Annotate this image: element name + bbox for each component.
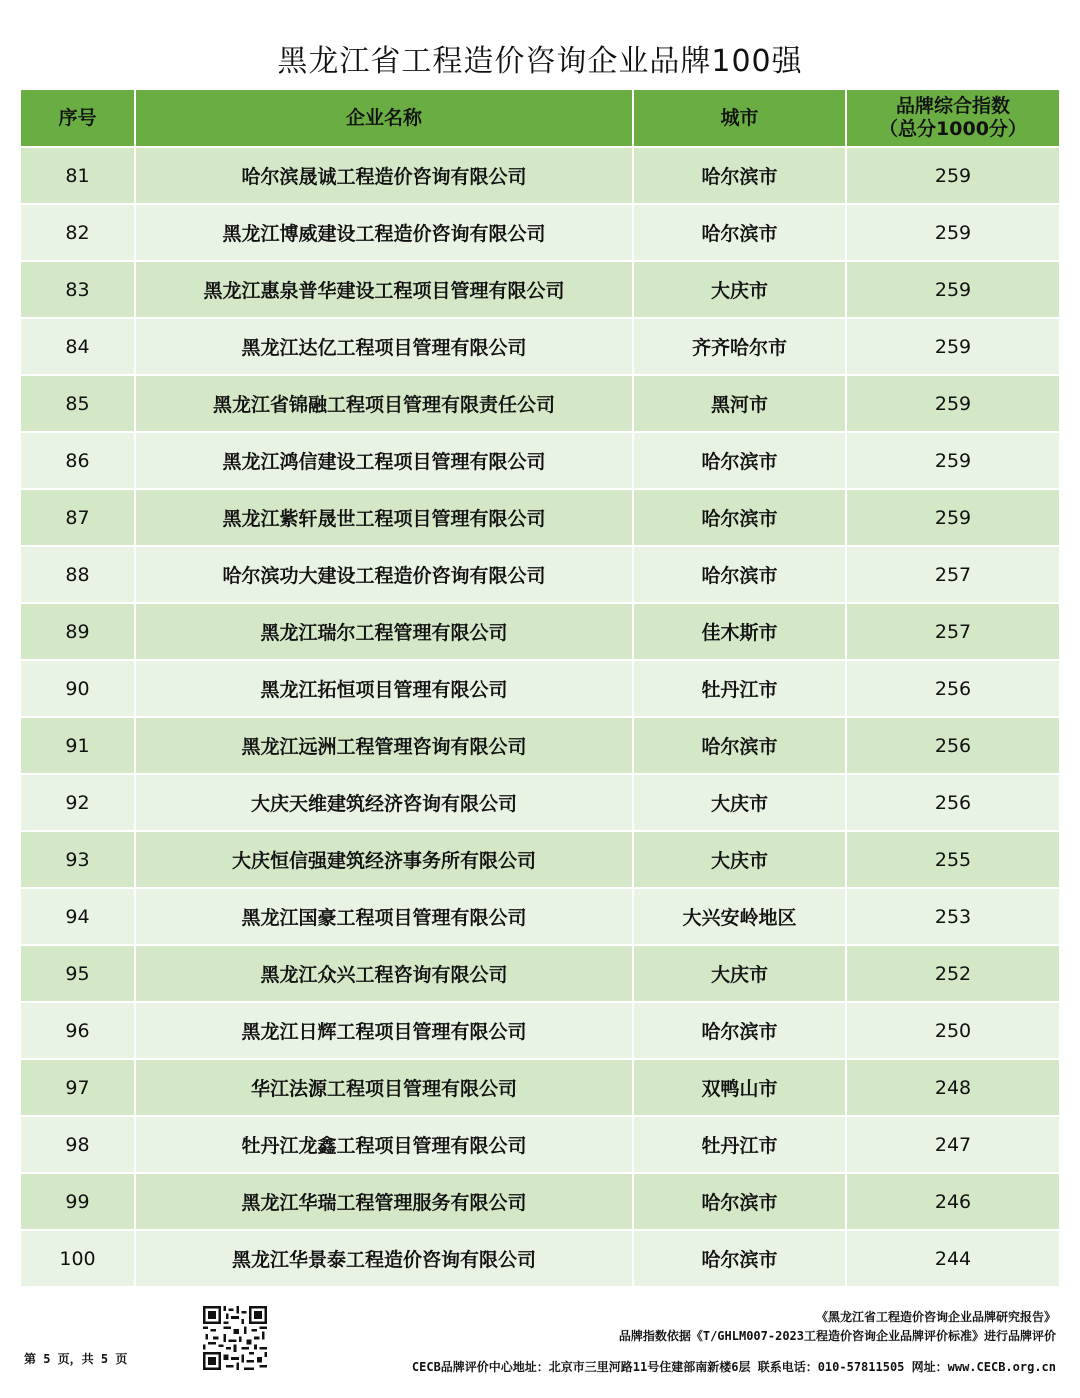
score-cell: 244 <box>846 1230 1059 1287</box>
score-cell: 259 <box>846 432 1059 489</box>
company-name-cell: 黑龙江紫轩晟世工程项目管理有限公司 <box>135 489 633 546</box>
company-name-cell: 黑龙江瑞尔工程管理有限公司 <box>135 603 633 660</box>
city-cell: 佳木斯市 <box>633 603 846 660</box>
table-row <box>21 831 1059 888</box>
table-row <box>21 489 1059 546</box>
table-row <box>21 318 1059 375</box>
page-title: 黑龙江省工程造价咨询企业品牌100强 <box>277 44 803 79</box>
score-cell: 259 <box>846 261 1059 318</box>
company-name-cell: 黑龙江华瑞工程管理服务有限公司 <box>135 1173 633 1230</box>
company-name-cell: 黑龙江国豪工程项目管理有限公司 <box>135 888 633 945</box>
table-row <box>21 888 1059 945</box>
footer-report-title: 《黑龙江省工程造价咨询企业品牌研究报告》 <box>815 1310 1056 1324</box>
rank-cell: 89 <box>21 603 135 660</box>
company-name-cell: 黑龙江惠泉普华建设工程项目管理有限公司 <box>135 261 633 318</box>
company-name-cell: 黑龙江省锦融工程项目管理有限责任公司 <box>135 375 633 432</box>
company-name-cell: 大庆天维建筑经济咨询有限公司 <box>135 774 633 831</box>
city-cell: 大庆市 <box>633 774 846 831</box>
city-cell: 大兴安岭地区 <box>633 888 846 945</box>
table-row <box>21 204 1059 261</box>
rank-cell: 87 <box>21 489 135 546</box>
city-cell: 哈尔滨市 <box>633 147 846 204</box>
score-cell: 250 <box>846 1002 1059 1059</box>
city-cell: 大庆市 <box>633 831 846 888</box>
city-cell: 大庆市 <box>633 945 846 1002</box>
table-row <box>21 432 1059 489</box>
rank-cell: 100 <box>21 1230 135 1287</box>
score-cell: 256 <box>846 774 1059 831</box>
company-name-cell: 黑龙江鸿信建设工程项目管理有限公司 <box>135 432 633 489</box>
company-name-cell: 华江法源工程项目管理有限公司 <box>135 1059 633 1116</box>
footer-report-info <box>296 1308 1056 1346</box>
rank-cell: 92 <box>21 774 135 831</box>
rank-cell: 94 <box>21 888 135 945</box>
city-cell: 哈尔滨市 <box>633 1002 846 1059</box>
city-cell: 哈尔滨市 <box>633 546 846 603</box>
score-cell: 256 <box>846 660 1059 717</box>
header-index-line1: 品牌综合指数 <box>895 95 1010 117</box>
score-cell: 259 <box>846 147 1059 204</box>
rank-cell: 98 <box>21 1116 135 1173</box>
company-name-cell: 黑龙江达亿工程项目管理有限公司 <box>135 318 633 375</box>
table-row <box>21 717 1059 774</box>
header-index-line2: （总分1000分） <box>879 118 1027 140</box>
score-cell: 248 <box>846 1059 1059 1116</box>
rank-cell: 83 <box>21 261 135 318</box>
ranking-table <box>21 90 1059 1288</box>
company-name-cell: 黑龙江众兴工程咨询有限公司 <box>135 945 633 1002</box>
company-name-cell: 黑龙江日辉工程项目管理有限公司 <box>135 1002 633 1059</box>
company-name-cell: 黑龙江博威建设工程造价咨询有限公司 <box>135 204 633 261</box>
header-city: 城市 <box>633 90 846 147</box>
company-name-cell: 哈尔滨功大建设工程造价咨询有限公司 <box>135 546 633 603</box>
rank-cell: 96 <box>21 1002 135 1059</box>
rank-cell: 81 <box>21 147 135 204</box>
city-cell: 牡丹江市 <box>633 660 846 717</box>
table-row <box>21 660 1059 717</box>
table-row <box>21 546 1059 603</box>
table-row <box>21 147 1059 204</box>
score-cell: 259 <box>846 489 1059 546</box>
company-name-cell: 黑龙江华景泰工程造价咨询有限公司 <box>135 1230 633 1287</box>
company-name-cell: 黑龙江远洲工程管理咨询有限公司 <box>135 717 633 774</box>
city-cell: 齐齐哈尔市 <box>633 318 846 375</box>
score-cell: 257 <box>846 603 1059 660</box>
table-row <box>21 1173 1059 1230</box>
table-row <box>21 1230 1059 1287</box>
city-cell: 双鸭山市 <box>633 1059 846 1116</box>
score-cell: 247 <box>846 1116 1059 1173</box>
table-row <box>21 1059 1059 1116</box>
score-cell: 259 <box>846 375 1059 432</box>
score-cell: 252 <box>846 945 1059 1002</box>
company-name-cell: 黑龙江拓恒项目管理有限公司 <box>135 660 633 717</box>
score-cell: 256 <box>846 717 1059 774</box>
rank-cell: 95 <box>21 945 135 1002</box>
city-cell: 牡丹江市 <box>633 1116 846 1173</box>
table-body <box>21 147 1059 1287</box>
score-cell: 255 <box>846 831 1059 888</box>
score-cell: 259 <box>846 318 1059 375</box>
table-row <box>21 375 1059 432</box>
footer-basis: 品牌指数依据《T/GHLM007-2023工程造价咨询企业品牌评价标准》进行品牌评价 <box>618 1329 1056 1343</box>
score-cell: 246 <box>846 1173 1059 1230</box>
rank-cell: 84 <box>21 318 135 375</box>
rank-cell: 93 <box>21 831 135 888</box>
company-name-cell: 哈尔滨晟诚工程造价咨询有限公司 <box>135 147 633 204</box>
rank-cell: 90 <box>21 660 135 717</box>
table-row <box>21 603 1059 660</box>
city-cell: 哈尔滨市 <box>633 204 846 261</box>
table-row <box>21 1116 1059 1173</box>
city-cell: 大庆市 <box>633 261 846 318</box>
rank-cell: 99 <box>21 1173 135 1230</box>
city-cell: 哈尔滨市 <box>633 432 846 489</box>
page-number: 第 5 页，共 5 页 <box>24 1352 128 1366</box>
header-rank: 序号 <box>21 90 135 147</box>
company-name-cell: 大庆恒信强建筑经济事务所有限公司 <box>135 831 633 888</box>
table-header-row <box>21 90 1059 147</box>
table-row <box>21 945 1059 1002</box>
table-row <box>21 261 1059 318</box>
rank-cell: 88 <box>21 546 135 603</box>
score-cell: 257 <box>846 546 1059 603</box>
city-cell: 哈尔滨市 <box>633 1173 846 1230</box>
rank-cell: 85 <box>21 375 135 432</box>
score-cell: 259 <box>846 204 1059 261</box>
company-name-cell: 牡丹江龙鑫工程项目管理有限公司 <box>135 1116 633 1173</box>
city-cell: 哈尔滨市 <box>633 717 846 774</box>
qr-code-icon <box>203 1306 267 1370</box>
table-row <box>21 1002 1059 1059</box>
footer-address: CECB品牌评价中心地址：北京市三里河路11号住建部南新楼6层 联系电话：010-57811505 网址：www.CECB.org.cn <box>411 1360 1056 1374</box>
rank-cell: 86 <box>21 432 135 489</box>
city-cell: 哈尔滨市 <box>633 489 846 546</box>
rank-cell: 97 <box>21 1059 135 1116</box>
score-cell: 253 <box>846 888 1059 945</box>
table-row <box>21 774 1059 831</box>
header-index <box>846 90 1059 147</box>
header-name: 企业名称 <box>135 90 633 147</box>
city-cell: 哈尔滨市 <box>633 1230 846 1287</box>
city-cell: 黑河市 <box>633 375 846 432</box>
rank-cell: 91 <box>21 717 135 774</box>
rank-cell: 82 <box>21 204 135 261</box>
